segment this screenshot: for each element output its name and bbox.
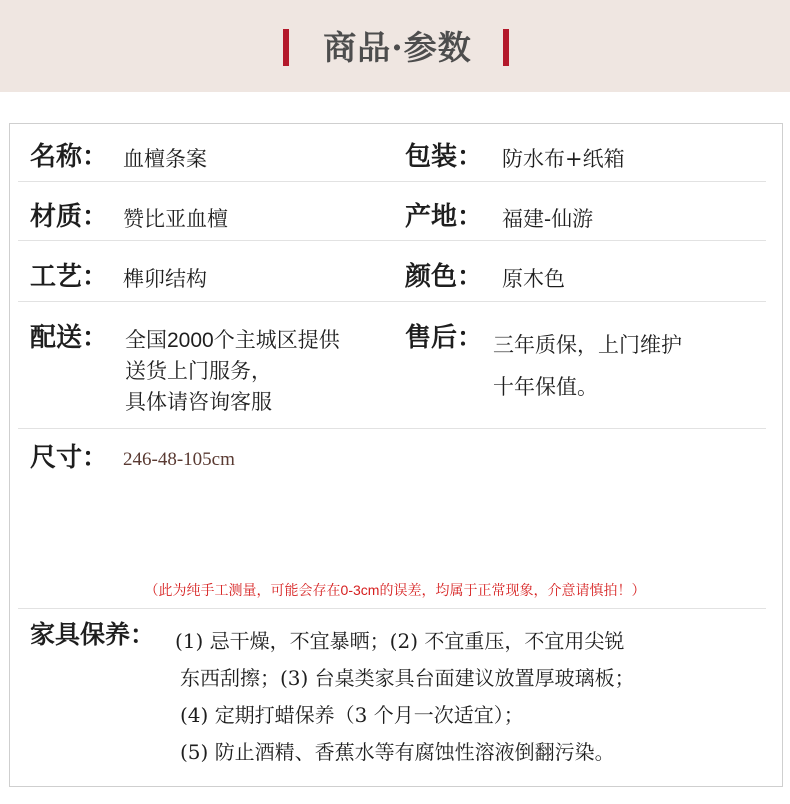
row-divider bbox=[18, 428, 766, 429]
aftersale-value: 三年质保，上门维护 十年保值。 bbox=[493, 334, 682, 399]
aftersale-label: 售后： bbox=[405, 323, 484, 353]
name-value: 血檀条案 bbox=[123, 147, 207, 171]
craft-label: 工艺： bbox=[30, 262, 109, 292]
size-label: 尺寸： bbox=[30, 443, 109, 473]
accent-bar-right bbox=[503, 29, 509, 66]
origin-value: 福建-仙游 bbox=[502, 207, 594, 231]
craft-value: 榫卯结构 bbox=[123, 267, 207, 291]
care-line: (1) 忌干燥，不宜暴晒；(2) 不宜重压，不宜用尖锐 bbox=[175, 629, 625, 653]
color-value: 原木色 bbox=[502, 267, 565, 291]
size-value: 246-48-105cm bbox=[123, 449, 235, 470]
material-value: 赞比亚血檀 bbox=[123, 207, 228, 231]
care-line: (4) 定期打蜡保养（3 个月一次适宜）； bbox=[180, 703, 524, 727]
material-label: 材质： bbox=[30, 202, 109, 232]
row-divider bbox=[18, 240, 766, 241]
row-divider bbox=[18, 181, 766, 182]
care-line: 东西刮擦；(3) 台桌类家具台面建议放置厚玻璃板； bbox=[180, 666, 635, 690]
delivery-label: 配送： bbox=[30, 323, 109, 353]
care-label: 家具保养： bbox=[30, 620, 156, 649]
delivery-value: 全国2000个主城区提供 送货上门服务， 具体请咨询客服 bbox=[125, 329, 340, 414]
accent-bar-left bbox=[283, 29, 289, 66]
origin-label: 产地： bbox=[405, 202, 484, 232]
header-banner bbox=[0, 0, 790, 92]
package-label: 包装： bbox=[405, 142, 484, 172]
care-divider bbox=[18, 608, 766, 609]
row-divider bbox=[18, 301, 766, 302]
page-title: 商品·参数 bbox=[323, 28, 472, 67]
measurement-note: （此为纯手工测量，可能会存在0-3cm的误差，均属于正常现象，介意请慎拍！） bbox=[144, 582, 646, 598]
package-value: 防水布+纸箱 bbox=[502, 147, 625, 171]
care-line: (5) 防止酒精、香蕉水等有腐蚀性溶液倒翻污染。 bbox=[180, 740, 615, 764]
name-label: 名称： bbox=[30, 142, 109, 172]
color-label: 颜色： bbox=[405, 262, 484, 292]
